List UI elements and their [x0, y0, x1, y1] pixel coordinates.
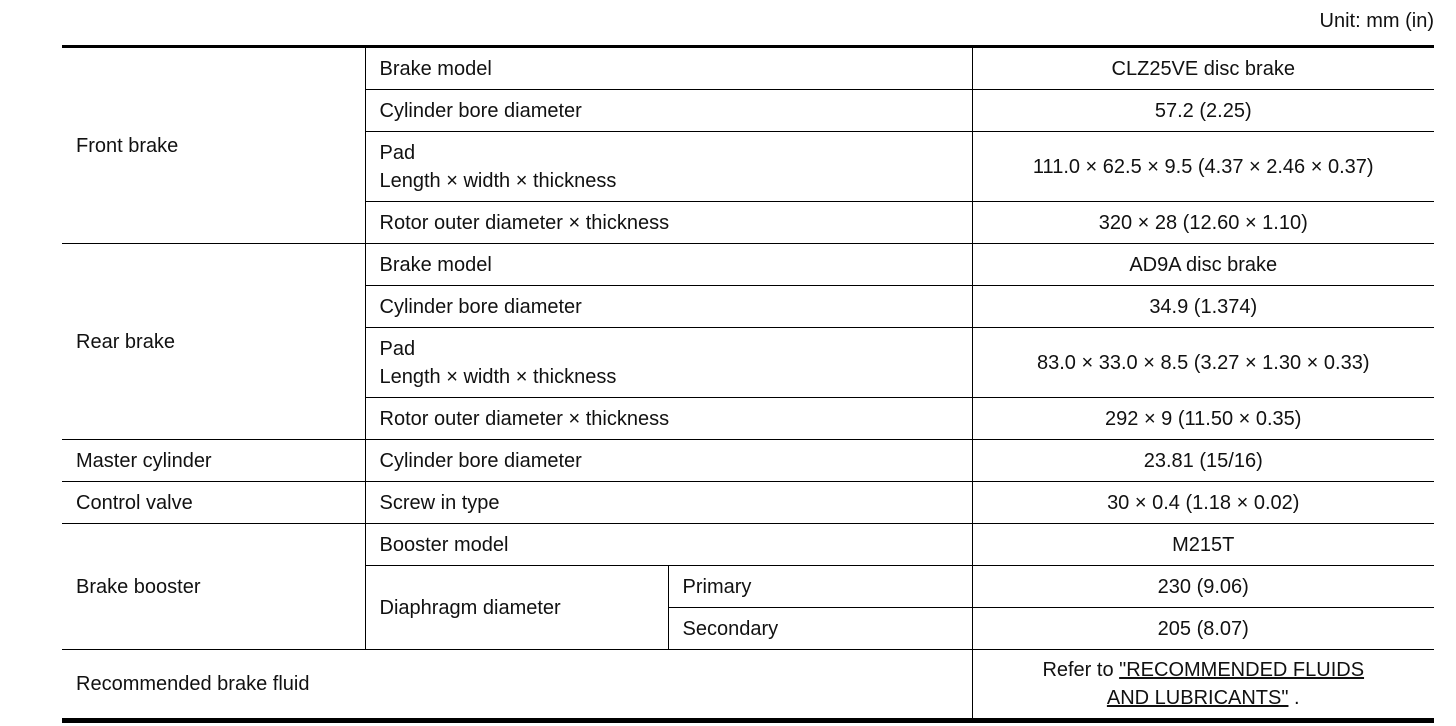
- table-row: [62, 650, 1434, 721]
- front-brake-model-label: Brake model: [365, 47, 972, 90]
- table-row: [62, 482, 1434, 524]
- rear-brake-group-label: Rear brake: [62, 244, 365, 440]
- diaphragm-primary-label: Primary: [668, 566, 972, 608]
- rear-rotor-value: 292 × 9 (11.50 × 0.35): [972, 398, 1434, 440]
- rear-bore-value: 34.9 (1.374): [972, 286, 1434, 328]
- fluid-reference-line-2: [987, 684, 1421, 712]
- brake-specifications-table: [62, 45, 1434, 723]
- table-row: [62, 524, 1434, 566]
- front-pad-label-line-2: Length × width × thickness: [379, 169, 617, 192]
- front-brake-model-value: CLZ25VE disc brake: [972, 47, 1434, 90]
- fluid-reference-line-1: [987, 656, 1421, 684]
- recommended-fluid-value: [972, 650, 1434, 721]
- rear-brake-model-value: AD9A disc brake: [972, 244, 1434, 286]
- rear-pad-label-line-1: Pad: [379, 337, 416, 360]
- fluid-reference-link-line-2[interactable]: AND LUBRICANTS": [1106, 687, 1289, 709]
- booster-model-value: M215T: [972, 524, 1434, 566]
- table-row: [62, 244, 1434, 286]
- front-pad-label-line-1: Pad: [379, 141, 416, 164]
- fluid-reference-suffix: .: [1288, 687, 1300, 709]
- front-bore-value: 57.2 (2.25): [972, 90, 1434, 132]
- table-row: [62, 440, 1434, 482]
- rear-bore-label: Cylinder bore diameter: [365, 286, 972, 328]
- fluid-reference-prefix: Refer to: [1042, 659, 1120, 681]
- rear-pad-label-line-2: Length × width × thickness: [379, 365, 617, 388]
- control-valve-group-label: Control valve: [62, 482, 365, 524]
- diaphragm-primary-value: 230 (9.06): [972, 566, 1434, 608]
- rear-pad-label: [365, 328, 972, 398]
- master-cylinder-group-label: Master cylinder: [62, 440, 365, 482]
- front-rotor-label: Rotor outer diameter × thickness: [365, 202, 972, 244]
- unit-label: Unit: mm (in): [1319, 10, 1434, 32]
- fluid-reference-link-line-1[interactable]: "RECOMMENDED FLUIDS: [1119, 659, 1365, 681]
- recommended-fluid-label: Recommended brake fluid: [62, 650, 972, 721]
- front-pad-label: [365, 132, 972, 202]
- diaphragm-secondary-value: 205 (8.07): [972, 608, 1434, 650]
- rear-pad-value: 83.0 × 33.0 × 8.5 (3.27 × 1.30 × 0.33): [972, 328, 1434, 398]
- booster-model-label: Booster model: [365, 524, 972, 566]
- master-cylinder-value: 23.81 (15/16): [972, 440, 1434, 482]
- control-valve-label: Screw in type: [365, 482, 972, 524]
- front-brake-group-label: Front brake: [62, 47, 365, 244]
- control-valve-value: 30 × 0.4 (1.18 × 0.02): [972, 482, 1434, 524]
- table-row: [62, 47, 1434, 90]
- rear-rotor-label: Rotor outer diameter × thickness: [365, 398, 972, 440]
- rear-brake-model-label: Brake model: [365, 244, 972, 286]
- diaphragm-diameter-label: Diaphragm diameter: [365, 566, 668, 650]
- brake-booster-group-label: Brake booster: [62, 524, 365, 650]
- master-cylinder-label: Cylinder bore diameter: [365, 440, 972, 482]
- front-pad-value: 111.0 × 62.5 × 9.5 (4.37 × 2.46 × 0.37): [972, 132, 1434, 202]
- front-rotor-value: 320 × 28 (12.60 × 1.10): [972, 202, 1434, 244]
- diaphragm-secondary-label: Secondary: [668, 608, 972, 650]
- front-bore-label: Cylinder bore diameter: [365, 90, 972, 132]
